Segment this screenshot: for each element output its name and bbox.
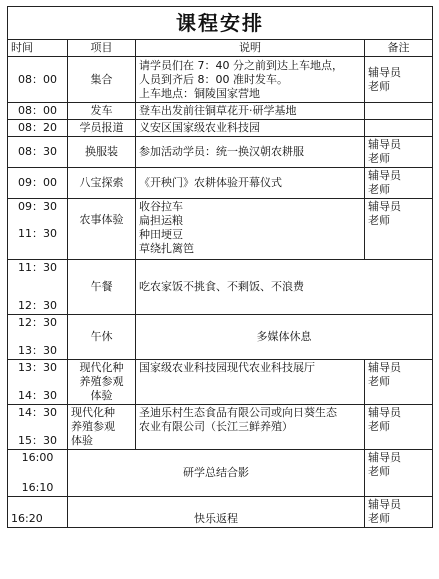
time-end: 12：30 <box>18 299 57 312</box>
note-line: 辅导员 <box>368 200 401 213</box>
row-note <box>365 497 433 528</box>
time-end: 15：30 <box>18 434 57 447</box>
row-item: 午餐 <box>68 260 136 315</box>
schedule-table <box>7 6 433 528</box>
time-start: 13：30 <box>18 361 57 374</box>
row-note <box>365 168 433 199</box>
time-end: 16:10 <box>21 481 54 494</box>
row-note <box>365 120 433 137</box>
desc-line: 农业有限公司（长江三鲜养殖） <box>139 420 293 433</box>
row-time: 08：00 <box>8 57 68 103</box>
time-start: 11：30 <box>18 261 57 274</box>
row-desc <box>136 199 365 260</box>
desc-line: 上车地点：铜陵国家营地 <box>139 86 260 100</box>
row-time <box>8 497 68 528</box>
row-item <box>68 405 136 450</box>
note-line: 老师 <box>368 79 390 93</box>
row-time: 08：00 <box>8 103 68 120</box>
table-row <box>8 103 433 120</box>
row-time <box>8 360 68 405</box>
header-desc: 说明 <box>136 40 365 57</box>
header-item: 项目 <box>68 40 136 57</box>
item-line: 现代化种 <box>71 406 115 419</box>
page-title: 课程安排 <box>8 7 433 40</box>
header-row <box>8 40 433 57</box>
table-row <box>8 137 433 168</box>
item-line: 体验 <box>71 434 93 447</box>
note-line: 老师 <box>368 465 390 478</box>
table-row <box>8 315 433 360</box>
row-note <box>365 57 433 103</box>
item-line: 养殖参观 <box>71 420 115 433</box>
note-line: 辅导员 <box>368 406 401 419</box>
time-end: 13：30 <box>18 344 57 357</box>
row-note <box>365 137 433 168</box>
desc-line: 草绕扎篱笆 <box>139 242 194 255</box>
header-note: 备注 <box>365 40 433 57</box>
row-desc: 国家级农业科技园现代农业科技展厅 <box>136 360 365 405</box>
row-note <box>365 199 433 260</box>
time-end: 14：30 <box>18 389 57 402</box>
desc-line: 扁担运粮 <box>139 214 183 227</box>
row-item: 换服装 <box>68 137 136 168</box>
note-line: 辅导员 <box>368 138 401 151</box>
note-line: 辅导员 <box>368 361 401 374</box>
table-row <box>8 57 433 103</box>
table-row <box>8 450 433 497</box>
row-item: 午休 <box>68 315 136 360</box>
item-line: 现代化种 <box>79 361 124 374</box>
note-line: 老师 <box>368 420 390 433</box>
table-row <box>8 120 433 137</box>
note-line: 辅导员 <box>368 65 401 79</box>
time-end: 11：30 <box>18 227 57 240</box>
row-item: 农事体验 <box>68 199 136 260</box>
row-desc: 多媒体休息 <box>136 315 433 360</box>
time-start: 16:00 <box>21 451 54 464</box>
time-start: 09：30 <box>18 200 57 213</box>
row-desc: 登车出发前往铜草花开·研学基地 <box>136 103 365 120</box>
time-start: 16:20 <box>11 512 43 525</box>
row-item <box>68 360 136 405</box>
row-time <box>8 199 68 260</box>
table-row <box>8 168 433 199</box>
row-desc: 《开秧门》农耕体验开幕仪式 <box>136 168 365 199</box>
desc-line: 请学员们在 7：40 分之前到达上车地点， <box>139 58 343 72</box>
row-time: 08：20 <box>8 120 68 137</box>
table-row <box>8 497 433 528</box>
header-time: 时间 <box>8 40 68 57</box>
desc-line: 收谷拉车 <box>139 200 183 213</box>
note-line: 辅导员 <box>368 451 401 464</box>
note-line: 老师 <box>368 152 390 165</box>
item-line: 体验 <box>90 389 113 402</box>
row-desc: 义安区国家级农业科技园 <box>136 120 365 137</box>
item-line: 养殖参观 <box>79 375 124 388</box>
note-line: 老师 <box>368 512 390 525</box>
row-note <box>365 405 433 450</box>
row-item: 八宝探索 <box>68 168 136 199</box>
row-time: 08：30 <box>8 137 68 168</box>
time-start: 12：30 <box>18 316 57 329</box>
row-desc: 研学总结合影 <box>68 450 365 497</box>
row-note <box>365 450 433 497</box>
row-desc: 快乐返程 <box>68 497 365 528</box>
table-row <box>8 260 433 315</box>
row-desc: 吃农家饭不挑食、不剩饭、不浪费 <box>136 260 433 315</box>
time-start: 14：30 <box>18 406 57 419</box>
row-item: 学员报道 <box>68 120 136 137</box>
note-line: 老师 <box>368 214 390 227</box>
note-line: 老师 <box>368 183 390 196</box>
note-line: 辅导员 <box>368 169 401 182</box>
desc-line: 圣迪乐村生态食品有限公司或向日葵生态 <box>139 406 337 419</box>
row-item: 发车 <box>68 103 136 120</box>
row-time <box>8 450 68 497</box>
desc-line: 人员到齐后 8：00 准时发车。 <box>139 72 288 86</box>
row-time <box>8 405 68 450</box>
row-desc <box>136 405 365 450</box>
table-row <box>8 360 433 405</box>
note-line: 老师 <box>368 375 390 388</box>
row-time <box>8 260 68 315</box>
row-time <box>8 315 68 360</box>
row-item: 集合 <box>68 57 136 103</box>
row-note <box>365 360 433 405</box>
note-line: 辅导员 <box>368 498 401 511</box>
row-desc: 参加活动学员：统一换汉朝农耕服 <box>136 137 365 168</box>
desc-line: 种田埂豆 <box>139 228 183 241</box>
row-desc <box>136 57 365 103</box>
row-time: 09：00 <box>8 168 68 199</box>
row-note <box>365 103 433 120</box>
table-row <box>8 199 433 260</box>
table-row <box>8 405 433 450</box>
